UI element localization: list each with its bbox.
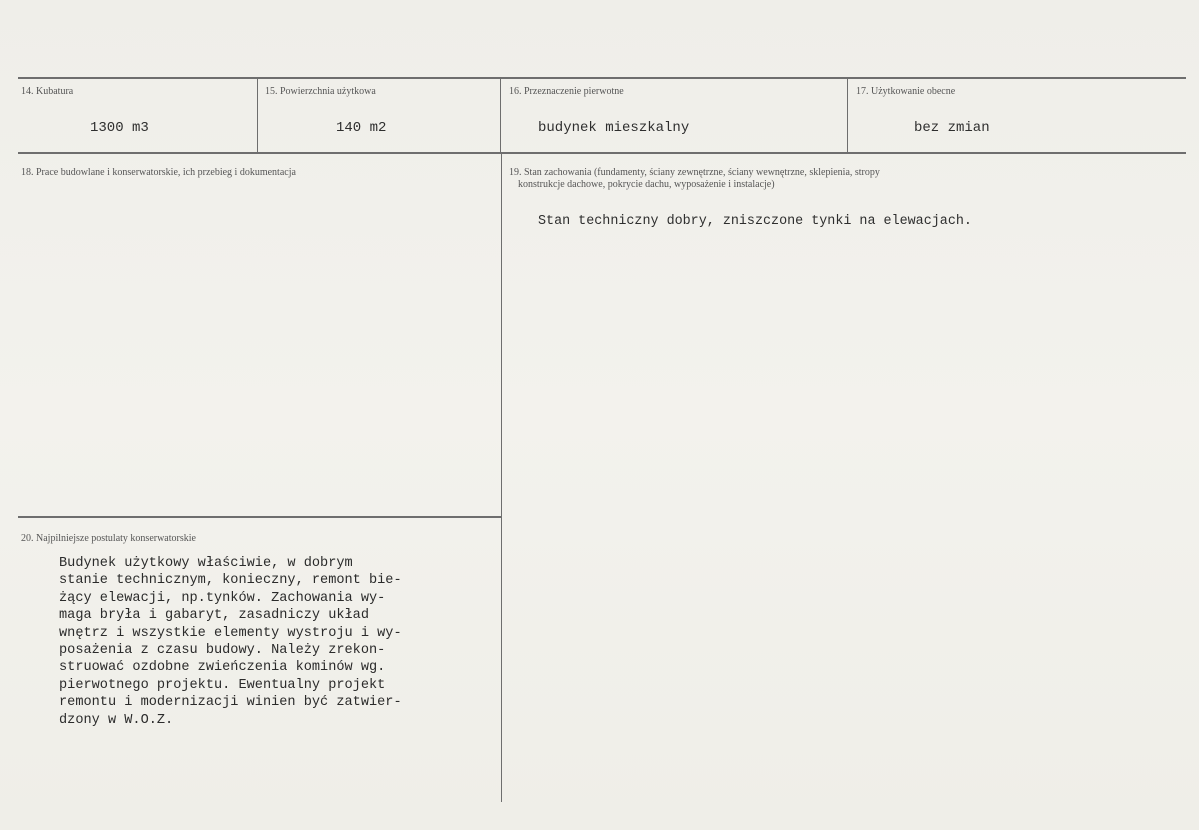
- field-20-line: struować ozdobne zwieńczenia kominów wg.: [59, 660, 386, 676]
- field-20-line: pierwotnego projektu. Ewentualny projekt: [59, 677, 386, 693]
- field-18-label: 18. Prace budowlane i konserwatorskie, ich przebieg i dokumentacja: [21, 167, 296, 178]
- field-19-value: Stan techniczny dobry, zniszczone tynki na elewacjach.: [538, 214, 972, 229]
- field-17-value: bez zmian: [914, 120, 990, 136]
- divider-14-15: [257, 79, 258, 152]
- field-20-line: wnętrz i wszystkie elementy wystroju i wy-: [59, 625, 402, 641]
- divider-15-16: [500, 79, 501, 152]
- row1-bottom-rule: [18, 152, 1186, 154]
- field-20-line: stanie technicznym, konieczny, remont bie-: [59, 573, 402, 589]
- field-19-label-line2: konstrukcje dachowe, pokrycie dachu, wyposażenie i instalacje): [518, 179, 775, 190]
- field-14-label: 14. Kubatura: [21, 86, 74, 97]
- field-14-value: 1300 m3: [90, 120, 149, 136]
- field-20-line: dzony w W.O.Z.: [59, 712, 174, 728]
- field-20-line: Budynek użytkowy właściwie, w dobrym: [59, 556, 353, 571]
- field-15-value: 140 m2: [336, 120, 387, 136]
- field-20-line: maga bryła i gabaryt, zasadniczy układ: [59, 608, 369, 624]
- field-16-value: budynek mieszkalny: [538, 120, 690, 136]
- field-20-line: żący elewacji, np.tynków. Zachowania wy-: [59, 590, 386, 606]
- field-15-label: 15. Powierzchnia użytkowa: [265, 86, 376, 97]
- top-rule: [18, 77, 1186, 79]
- field-20-label: 20. Najpilniejsze postulaty konserwatorskie: [21, 533, 196, 544]
- divider-16-17: [847, 79, 848, 152]
- divider-left-right: [501, 154, 502, 802]
- field-20-line: remontu i modernizacji winien być zatwier-: [59, 695, 402, 711]
- field-19-label-line1: 19. Stan zachowania (fundamenty, ściany zewnętrzne, ściany wewnętrzne, sklepienia, stropy: [509, 167, 880, 178]
- field-16-label: 16. Przeznaczenie pierwotne: [509, 86, 624, 97]
- field-17-label: 17. Użytkowanie obecne: [856, 86, 956, 97]
- field-20-text: [59, 555, 402, 729]
- field-20-line: posażenia z czasu budowy. Należy zrekon-: [59, 643, 386, 659]
- section20-top-rule: [18, 516, 501, 518]
